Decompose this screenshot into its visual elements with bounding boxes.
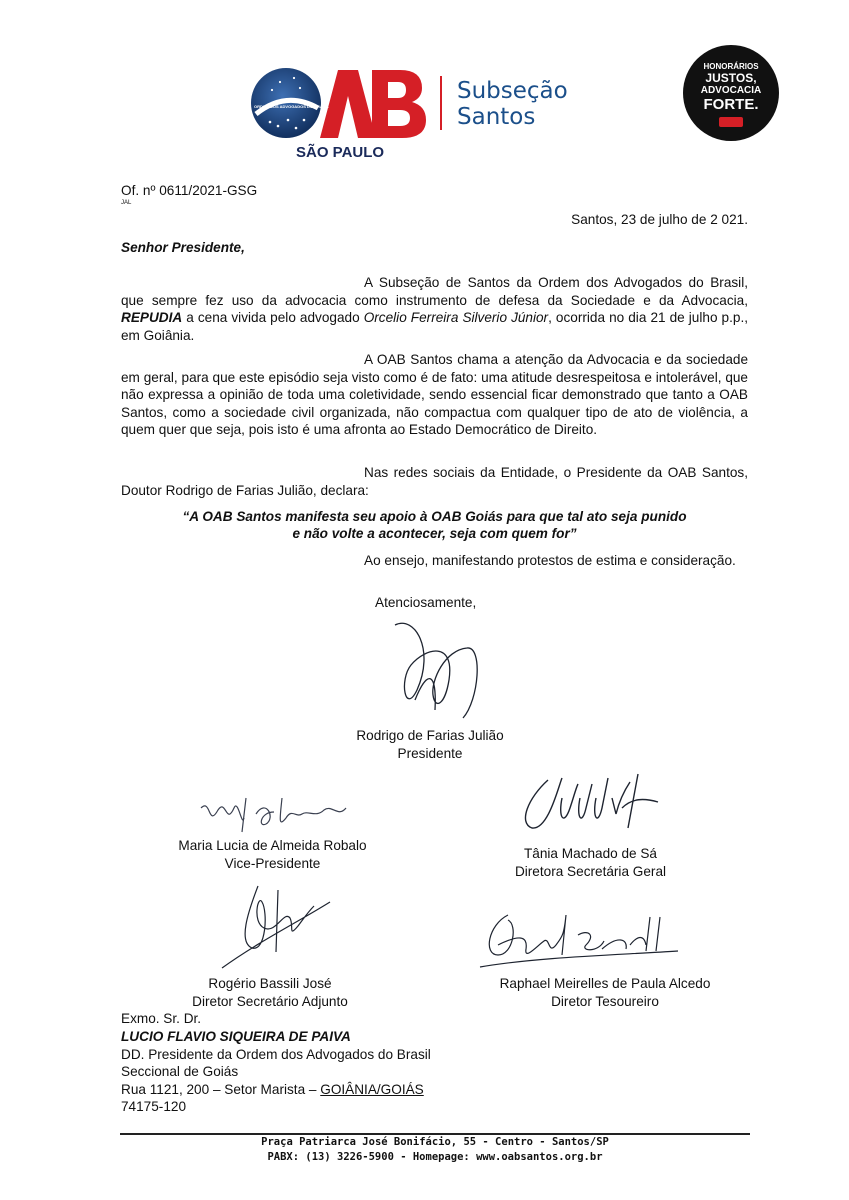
recipient-address — [121, 1082, 424, 1097]
president-name: Rodrigo de Farias Julião — [356, 728, 504, 743]
closing: Atenciosamente, — [375, 595, 477, 610]
quote-line-1: “A OAB Santos manifesta seu apoio à OAB Goiás para que tal ato seja punido — [182, 509, 687, 524]
campaign-badge — [683, 45, 779, 141]
footer-address: Praça Patriarca José Bonifácio, 55 - Centro - Santos/SP — [261, 1136, 609, 1148]
p1-lawyer-name: Orcelio Ferreira Silverio Júnior — [363, 310, 549, 326]
footer-contact: PABX: (13) 3226-5900 - Homepage: www.oabsantos.org.br — [267, 1151, 603, 1163]
badge-text-4: FORTE. — [703, 96, 759, 113]
vice-president-name: Maria Lucia de Almeida Robalo — [178, 838, 367, 853]
logo-region: SÃO PAULO — [296, 144, 385, 161]
assistant-secretary-name: Rogério Bassili José — [208, 976, 332, 991]
badge-text-3: ADVOCACIA — [700, 85, 762, 96]
recipient-zip: 74175-120 — [121, 1099, 187, 1114]
recipient-name: LUCIO FLAVIO SIQUEIRA DE PAIVA — [121, 1029, 351, 1044]
p1-repudia: REPUDIA — [121, 310, 183, 326]
signature-president — [375, 610, 495, 730]
p1-text-c: , ocorrida no dia 21 de julho p.p., em Goiânia. — [121, 310, 748, 343]
salutation: Senhor Presidente, — [121, 240, 245, 255]
paragraph-4: Ao ensejo, manifestando protestos de estima e consideração. — [364, 553, 736, 568]
badge-text-1: HONORÁRIOS — [703, 62, 759, 71]
secretary-general-name: Tânia Machado de Sá — [523, 846, 657, 861]
recipient-street: Rua 1121, 200 – Setor Marista – — [121, 1082, 321, 1097]
subsection-title-1: Subseção — [457, 78, 568, 104]
subsection-title-2: Santos — [457, 104, 536, 130]
paragraph-3: Nas redes sociais da Entidade, o Presidente da OAB Santos, Doutor Rodrigo de Farias Julião, declara: — [121, 465, 748, 498]
president-role: Presidente — [397, 746, 463, 761]
recipient-section: Seccional de Goiás — [121, 1064, 239, 1079]
globe-caption: ORDEM DOS ADVOGADOS DO BRASIL — [254, 104, 329, 109]
recipient-city: GOIÂNIA/GOIÁS — [320, 1082, 424, 1097]
signature-secretary-general — [518, 768, 668, 838]
assistant-secretary-role: Diretor Secretário Adjunto — [192, 994, 348, 1009]
vice-president-role: Vice-Presidente — [224, 856, 321, 871]
badge-text-2: JUSTOS, — [705, 71, 757, 85]
office-number: Of. nº 0611/2021-GSG — [121, 183, 258, 198]
badge-oab-mark — [719, 117, 743, 127]
paragraph-1 — [121, 274, 748, 344]
recipient-honorific: Exmo. Sr. Dr. — [121, 1011, 202, 1026]
treasurer-name: Raphael Meirelles de Paula Alcedo — [499, 976, 711, 991]
initials: JAL — [121, 200, 132, 206]
signature-vice-president — [196, 788, 356, 838]
quote-line-2: e não volte a acontecer, seja com quem for” — [292, 526, 577, 541]
p1-text-b: a cena vivida pelo advogado — [182, 310, 364, 326]
recipient-title: DD. Presidente da Ordem dos Advogados do Brasil — [121, 1047, 431, 1062]
header-divider — [440, 76, 442, 130]
paragraph-2: A OAB Santos chama a atenção da Advocacia e da sociedade em geral, para que este episódio seja visto como é de fato: uma atitude desrespeitosa e intolerável, que não expressa a opinião de toda uma coletividade, sendo essencial ficar demonstrado que tanto a OAB Santos, como a sociedade civil organizada, não compactua com qualquer tipo de ato de violência, a quem quer que seja, pois isto é uma afronta ao Estado Democrático de Direito. — [121, 352, 748, 438]
signature-treasurer — [478, 905, 688, 975]
letter-date: Santos, 23 de julho de 2 021. — [571, 212, 748, 227]
secretary-general-role: Diretora Secretária Geral — [514, 864, 667, 879]
treasurer-role: Diretor Tesoureiro — [551, 994, 659, 1009]
signature-assistant-secretary — [218, 882, 338, 972]
p1-text-a: A Subseção de Santos da Ordem dos Advogados do Brasil, que sempre fez uso da advocacia como instrumento de defesa da Sociedade e da Advocacia, — [121, 275, 748, 308]
